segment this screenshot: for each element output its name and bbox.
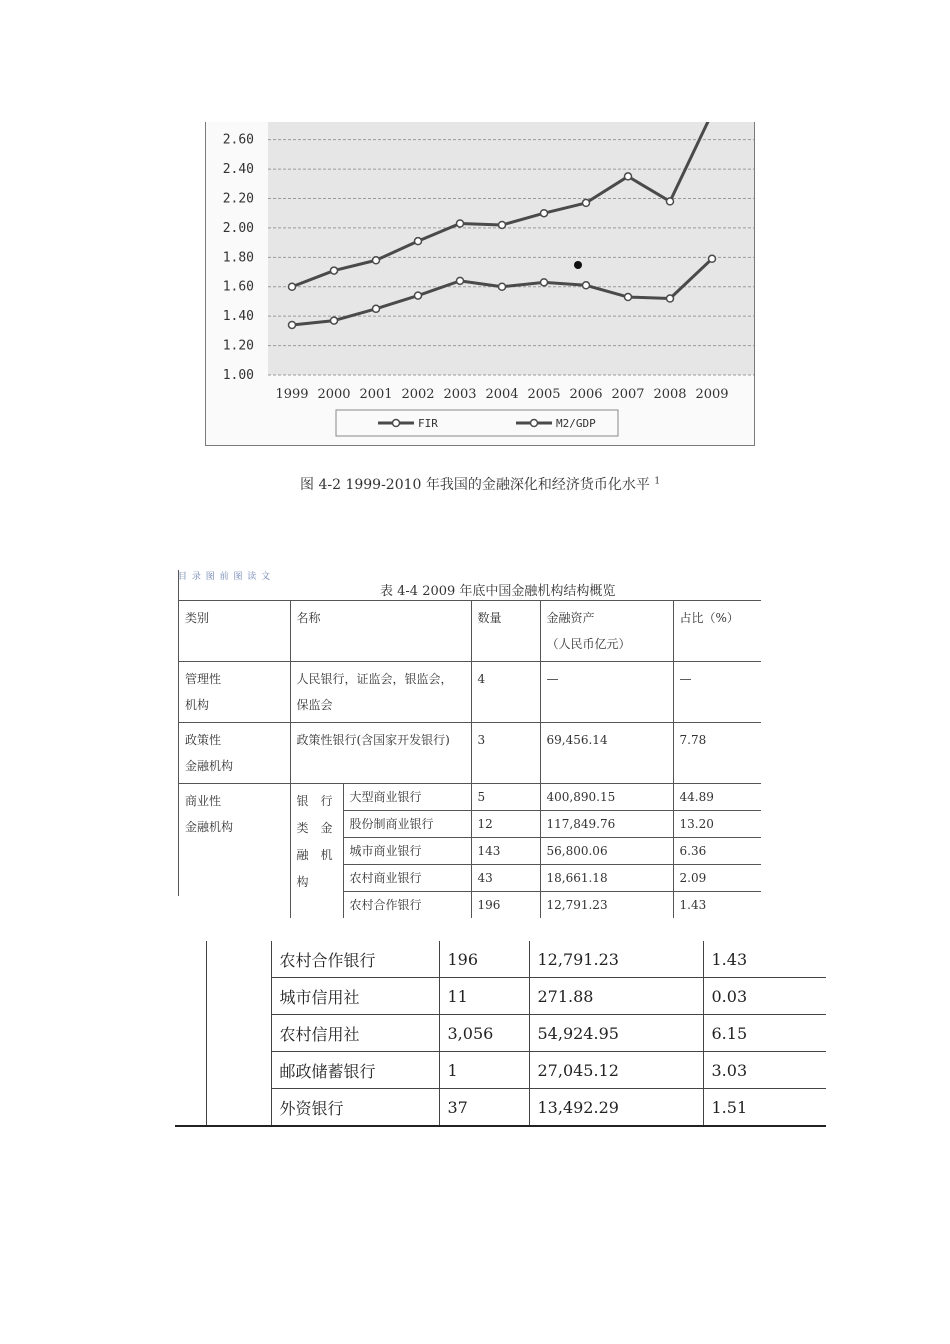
y-tick-label: 2.00 (222, 220, 254, 236)
data-point-fir (625, 173, 632, 180)
figure-caption-note: 1 (654, 476, 661, 487)
cell-assets: — (540, 662, 673, 723)
financial-institutions-table (179, 600, 761, 918)
x-tick-label: 2001 (359, 387, 393, 402)
cell-spacer (175, 1052, 206, 1089)
cell-count: 196 (439, 941, 529, 978)
legend (336, 410, 618, 436)
cell-assets: 117,849.76 (540, 811, 673, 838)
figure-caption-text: 图 4-2 1999-2010 年我国的金融深化和经济货币化水平 (300, 477, 650, 493)
cell-spacer (175, 1089, 206, 1127)
data-point-fir (541, 210, 548, 217)
table-row (175, 941, 826, 978)
y-tick-label: 1.00 (222, 368, 254, 383)
cell-category-line2: 金融机构 (185, 759, 234, 773)
cell-assets: 12,791.23 (529, 941, 703, 978)
y-tick-label: 1.20 (222, 338, 254, 354)
stray-dot (574, 261, 582, 269)
data-point-fir (457, 220, 464, 227)
legend-label-fir: FIR (418, 417, 438, 430)
cell-share: 3.03 (703, 1052, 826, 1089)
table-row (179, 723, 761, 784)
cell-spacer (175, 941, 206, 978)
data-point-m2gdp (373, 305, 380, 312)
data-point-m2gdp (499, 283, 506, 290)
cell-group (206, 978, 271, 1015)
cell-share: 44.89 (673, 784, 761, 811)
cell-category-line1: 管理性 (185, 672, 222, 686)
cell-assets: 12,791.23 (540, 892, 673, 919)
cell-name: 城市商业银行 (343, 838, 471, 865)
cell-count: 5 (471, 784, 540, 811)
cell-subcategory-line3: 融 机 (296, 848, 333, 862)
header-assets (540, 601, 673, 662)
data-point-m2gdp (625, 294, 632, 301)
cell-share: 0.03 (703, 978, 826, 1015)
table1-container (178, 570, 779, 912)
data-point-fir (667, 198, 674, 205)
cell-group (206, 1089, 271, 1127)
cell-assets: 13,492.29 (529, 1089, 703, 1127)
cell-share: 6.15 (703, 1015, 826, 1052)
x-tick-label: 2000 (317, 387, 351, 402)
data-point-m2gdp (289, 321, 296, 328)
cell-count: 196 (471, 892, 540, 919)
cell-subcategory-line4: 构 (296, 875, 309, 889)
data-point-fir (499, 221, 506, 228)
y-tick-label: 2.40 (222, 162, 254, 178)
y-tick-label: 2.60 (222, 132, 254, 148)
data-point-fir (373, 257, 380, 264)
header-share: 占比（%） (673, 601, 761, 662)
cell-name: 农村合作银行 (343, 892, 471, 919)
x-tick-label: 2009 (695, 387, 729, 402)
data-point-m2gdp (709, 255, 716, 262)
header-assets-line1: 金融资产 (546, 611, 595, 625)
data-point-m2gdp (667, 295, 674, 302)
legend-marker-m2gdp (531, 420, 538, 427)
cell-name: 政策性银行(含国家开发银行) (290, 723, 471, 784)
scan-header-fragment: 目 录 图 前 图 读 文 (178, 572, 272, 582)
table-header-row (179, 601, 761, 662)
table-row (179, 662, 761, 723)
x-tick-label: 2004 (485, 387, 519, 402)
cell-group (206, 1015, 271, 1052)
cell-assets: 56,800.06 (540, 838, 673, 865)
table-row (175, 1089, 826, 1127)
cell-name (290, 662, 471, 723)
table-row (175, 1052, 826, 1089)
plot-area (268, 122, 754, 375)
header-category: 类别 (179, 601, 290, 662)
cell-share: 13.20 (673, 811, 761, 838)
cell-count: 3,056 (439, 1015, 529, 1052)
data-point-m2gdp (415, 292, 422, 299)
cell-name: 城市信用社 (271, 978, 439, 1015)
cell-name: 邮政储蓄银行 (271, 1052, 439, 1089)
cell-count: 43 (471, 865, 540, 892)
cell-category-line2: 金融机构 (185, 820, 234, 834)
financial-institutions-table-continued (175, 941, 826, 1127)
chart-svg (206, 122, 754, 445)
cell-share: — (673, 662, 761, 723)
cell-spacer (175, 978, 206, 1015)
cell-share: 6.36 (673, 838, 761, 865)
cell-share: 7.78 (673, 723, 761, 784)
data-point-m2gdp (583, 282, 590, 289)
cell-count: 143 (471, 838, 540, 865)
x-tick-label: 2005 (527, 387, 561, 402)
cell-category (179, 784, 290, 919)
y-tick-label: 2.20 (222, 191, 254, 207)
table-row (179, 784, 761, 811)
cell-category-line2: 机构 (185, 698, 210, 712)
cell-count: 1 (439, 1052, 529, 1089)
table-row (175, 978, 826, 1015)
cell-name-line2: 保监会 (296, 698, 333, 712)
table-row (175, 1015, 826, 1052)
header-assets-line2: （人民币亿元） (546, 637, 631, 651)
cell-count: 12 (471, 811, 540, 838)
cell-category-line1: 商业性 (185, 794, 222, 808)
header-name: 名称 (290, 601, 471, 662)
cell-assets: 54,924.95 (529, 1015, 703, 1052)
cell-category-line1: 政策性 (185, 733, 222, 747)
y-tick-label: 1.40 (222, 309, 254, 325)
cell-name: 农村合作银行 (271, 941, 439, 978)
cell-assets: 27,045.12 (529, 1052, 703, 1089)
x-tick-label: 2008 (653, 387, 687, 402)
cell-share: 1.43 (703, 941, 826, 978)
cell-name-line1: 人民银行，证监会，银监会， (296, 672, 453, 686)
data-point-m2gdp (541, 279, 548, 286)
y-tick-label: 1.60 (222, 279, 254, 295)
data-point-m2gdp (331, 317, 338, 324)
figure-caption (300, 474, 660, 494)
y-axis-ticks (223, 133, 254, 383)
data-point-fir (583, 199, 590, 206)
cell-count: 4 (471, 662, 540, 723)
cell-name: 外资银行 (271, 1089, 439, 1127)
cell-subcategory (290, 784, 343, 919)
cell-share: 1.43 (679, 898, 707, 912)
cell-name: 农村商业银行 (343, 865, 471, 892)
data-point-fir (289, 283, 296, 290)
cell-category (179, 662, 290, 723)
cell-category (179, 723, 290, 784)
table1-title: 表 4-4 2009 年底中国金融机构结构概览 (380, 584, 616, 599)
cell-spacer (175, 1015, 206, 1052)
legend-label-m2gdp: M2/GDP (556, 417, 596, 430)
cell-group (206, 941, 271, 978)
data-point-m2gdp (457, 277, 464, 284)
x-tick-label: 2007 (611, 387, 645, 402)
cell-name: 股份制商业银行 (343, 811, 471, 838)
cell-name: 农村信用社 (271, 1015, 439, 1052)
x-tick-label: 2003 (443, 387, 477, 402)
x-tick-label: 2002 (401, 387, 435, 402)
cell-assets: 69,456.14 (540, 723, 673, 784)
table2-container (175, 941, 832, 1126)
data-point-fir (331, 267, 338, 274)
cell-assets: 271.88 (529, 978, 703, 1015)
cell-share: 1.51 (703, 1089, 826, 1127)
legend-marker-fir (393, 420, 400, 427)
cell-assets: 400,890.15 (540, 784, 673, 811)
cell-count: 3 (471, 723, 540, 784)
x-axis-ticks (275, 387, 728, 402)
y-tick-label: 1.80 (222, 250, 254, 266)
cell-subcategory-line1: 银 行 (296, 794, 333, 808)
header-count: 数量 (471, 601, 540, 662)
x-tick-label: 2006 (569, 387, 603, 402)
cell-assets: 18,661.18 (540, 865, 673, 892)
cell-subcategory-line2: 类 金 (296, 821, 333, 835)
line-chart (205, 122, 755, 446)
cell-count: 11 (439, 978, 529, 1015)
cell-count: 37 (439, 1089, 529, 1127)
cell-name: 大型商业银行 (343, 784, 471, 811)
x-tick-label: 1999 (275, 387, 309, 402)
data-point-fir (415, 238, 422, 245)
cell-share: 2.09 (673, 865, 761, 892)
cell-group (206, 1052, 271, 1089)
